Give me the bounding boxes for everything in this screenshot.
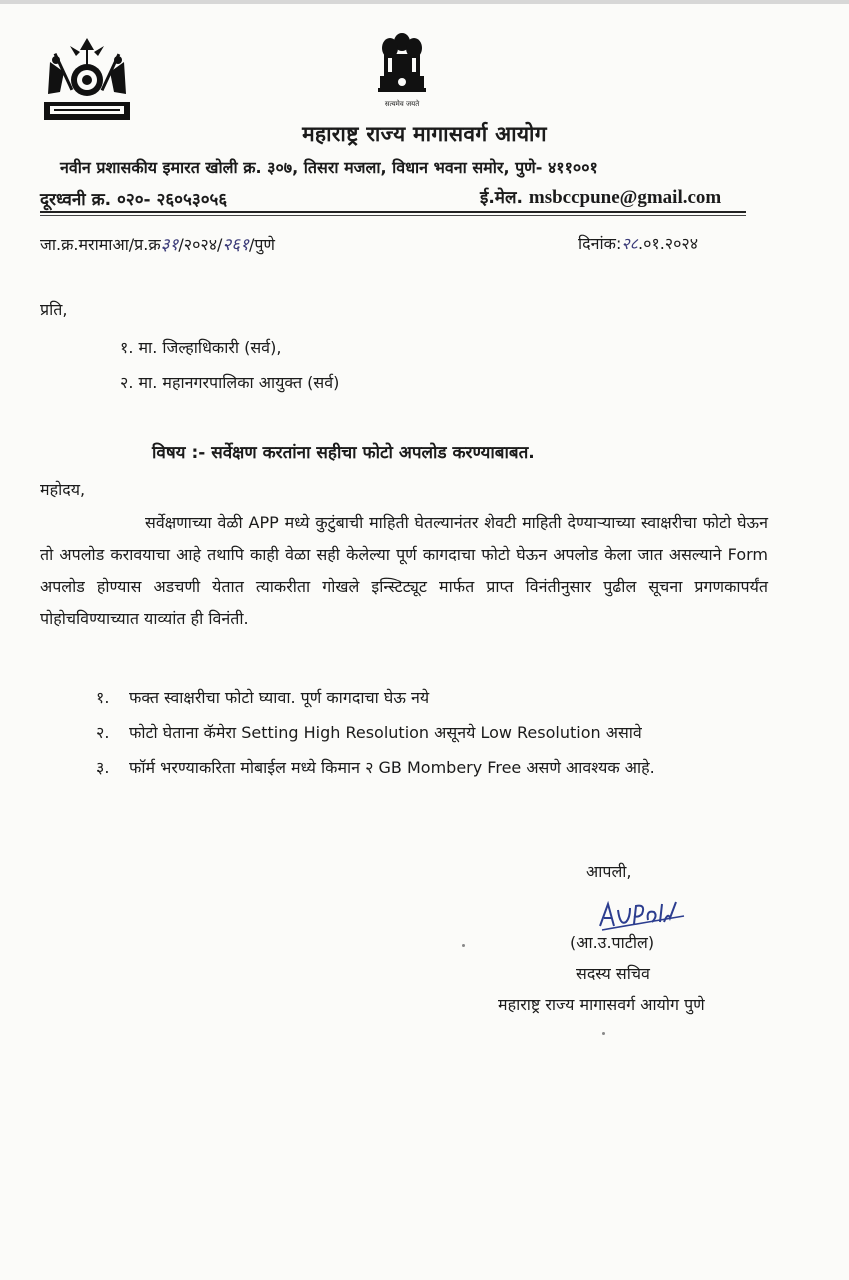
instruction-number: ३.	[96, 758, 110, 777]
email-label: ई.मेल.	[480, 188, 523, 208]
org-address: नवीन प्रशासकीय इमारत खोली क्र. ३०७, तिसरा मजला, विधान भवना समोर, पुणे- ४११००१	[60, 158, 598, 177]
date-handwritten-day: २८	[621, 234, 638, 253]
letter-date	[578, 232, 698, 254]
reference-year: /२०२४/	[178, 235, 223, 254]
date-rest: .०१.२०२४	[637, 234, 699, 253]
reference-handwritten-serial: २६१	[222, 235, 249, 255]
recipient-item: २. मा. महानगरपालिका आयुक्त (सर्व)	[120, 373, 340, 392]
salutation: महोदय,	[40, 480, 86, 499]
scan-speck	[462, 944, 465, 947]
instruction-item	[96, 756, 655, 778]
emblem-motto: सत्यमेव जयते	[384, 100, 420, 108]
date-label: दिनांक:	[578, 234, 622, 253]
instruction-text: फक्त स्वाक्षरीचा फोटो घ्यावा. पूर्ण कागदाचा घेऊ नये	[129, 688, 430, 707]
recipient-item: १. मा. जिल्हाधिकारी (सर्व),	[120, 338, 282, 357]
email-address: msbccpune@gmail.com	[528, 187, 722, 208]
instruction-item	[96, 686, 429, 708]
header-divider-thin	[40, 215, 746, 216]
org-title: महाराष्ट्र राज्य मागासवर्ग आयोग	[302, 122, 547, 146]
org-email	[480, 185, 721, 209]
instruction-number: २.	[96, 723, 110, 742]
scan-edge	[0, 0, 849, 4]
org-phone: दूरध्वनी क्र. ०२०- २६०५३०५६	[40, 190, 228, 210]
signatory-name: (आ.उ.पाटील)	[570, 933, 655, 952]
instruction-item	[96, 721, 642, 743]
reference-number	[40, 232, 275, 255]
header-divider	[40, 211, 746, 213]
reference-handwritten-no: ३१	[160, 235, 179, 255]
subject-line: विषय :- सर्वेक्षण करतांना सहीचा फोटो अपलोड करण्याबाबत.	[152, 443, 535, 463]
reference-prefix: जा.क्र.मरामाआ/प्र.क्र	[40, 235, 161, 254]
commission-logo-icon	[40, 32, 134, 126]
body-paragraph: सर्वेक्षणाच्या वेळी APP मध्ये कुटुंबाची माहिती घेतल्यानंतर शेवटी माहिती देण्याऱ्याच्या स्वाक्षरीचा फोटो घेऊन तो अपलोड करावयाचा आहे तथापि काही वेळा सही केलेल्या पूर्ण कागदाचा फोटो घेऊन अपलोड केला जात असल्याने Form अपलोड होण्यास अडचणी येतात त्याकरीता गोखले इन्स्टिट्यूट मार्फत प्राप्त विनंतीनुसार पुढील सूचना प्रगणकापर्यंत पोहोचविण्याच्यात याव्यांत ही विनंती.	[40, 513, 768, 628]
reference-suffix: /पुणे	[248, 235, 275, 254]
instruction-number: १.	[96, 688, 110, 707]
signatory-designation: सदस्य सचिव	[576, 964, 650, 983]
instruction-text: फोटो घेताना कॅमेरा Setting High Resolution असूनये Low Resolution असावे	[129, 723, 642, 742]
to-label: प्रति,	[40, 300, 68, 319]
handwritten-signature-icon	[596, 896, 690, 936]
signatory-office: महाराष्ट्र राज्य मागासवर्ग आयोग पुणे	[498, 995, 705, 1014]
instruction-text: फॉर्म भरण्याकरिता मोबाईल मध्ये किमान २ GB Mombery Free असणे आवश्यक आहे.	[129, 758, 655, 777]
closing: आपली,	[586, 862, 632, 881]
scan-speck	[602, 1032, 605, 1035]
national-emblem-icon	[374, 30, 430, 112]
